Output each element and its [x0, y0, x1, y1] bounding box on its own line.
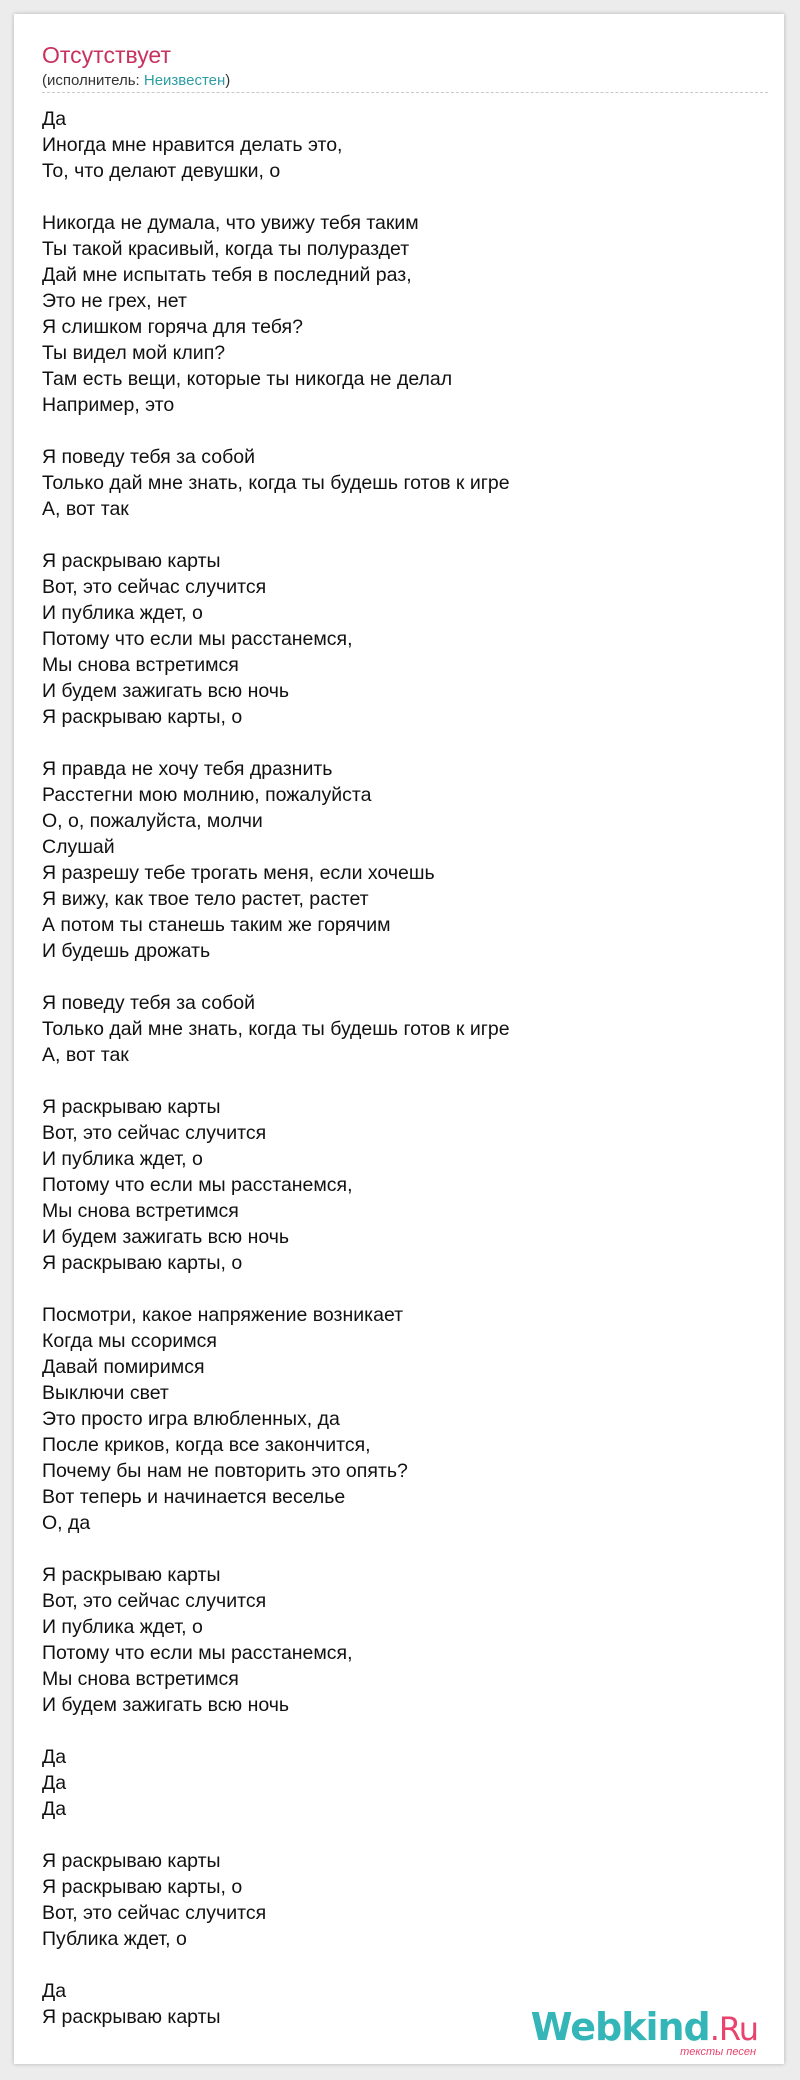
lyric-line: [42, 1822, 510, 1848]
lyric-line: Никогда не думала, что увижу тебя таким: [42, 212, 419, 234]
lyric-line: И публика ждет, о: [42, 602, 203, 624]
lyric-line: А потом ты станешь таким же горячим: [42, 914, 391, 936]
lyric-line: [42, 964, 510, 990]
lyric-line: И публика ждет, о: [42, 1616, 203, 1638]
lyric-line: Да: [42, 1772, 67, 1794]
lyric-line: И публика ждет, о: [42, 1148, 203, 1170]
lyric-line: Вот, это сейчас случится: [42, 1590, 267, 1612]
lyric-line: И будем зажигать всю ночь: [42, 680, 290, 702]
lyric-line: Слушай: [42, 836, 115, 858]
lyric-line: [42, 522, 510, 548]
lyric-line: Например, это: [42, 394, 175, 416]
logo-tagline: тексты песен: [680, 2046, 756, 2058]
lyric-line: Я раскрываю карты: [42, 2006, 221, 2028]
lyric-line: [42, 1952, 510, 1978]
artist-link[interactable]: Неизвестен: [143, 72, 226, 89]
lyric-line: Я правда не хочу тебя дразнить: [42, 758, 333, 780]
lyric-line: Посмотри, какое напряжение возникает: [42, 1304, 404, 1326]
lyric-line: Да: [42, 108, 67, 130]
lyric-line: Я раскрываю карты: [42, 1096, 221, 1118]
lyric-line: После криков, когда все закончится,: [42, 1434, 371, 1456]
lyric-line: И будем зажигать всю ночь: [42, 1226, 290, 1248]
lyric-line: Я поведу тебя за собой: [42, 446, 255, 468]
lyric-line: Потому что если мы расстанемся,: [42, 1642, 353, 1664]
logo-main-text: Webkind: [530, 2005, 710, 2049]
lyric-line: Выключи свет: [42, 1382, 169, 1404]
artist-suffix: ): [225, 72, 231, 89]
lyric-line: А, вот так: [42, 498, 129, 520]
lyrics-text: [42, 106, 510, 2030]
lyric-line: [42, 1276, 510, 1302]
lyric-line: Вот, это сейчас случится: [42, 576, 267, 598]
lyric-line: Это просто игра влюбленных, да: [42, 1408, 340, 1430]
lyric-line: Расстегни мою молнию, пожалуйста: [42, 784, 372, 806]
lyric-line: Публика ждет, о: [42, 1928, 187, 1950]
lyric-line: Только дай мне знать, когда ты будешь готов к игре: [42, 472, 510, 494]
lyric-line: Да: [42, 1798, 67, 1820]
lyric-line: [42, 1718, 510, 1744]
lyric-line: [42, 418, 510, 444]
lyric-line: [42, 1068, 510, 1094]
lyric-line: Мы снова встретимся: [42, 654, 239, 676]
lyric-line: О, о, пожалуйста, молчи: [42, 810, 263, 832]
lyric-line: И будем зажигать всю ночь: [42, 1694, 290, 1716]
title-divider: [42, 92, 768, 93]
lyric-line: Я поведу тебя за собой: [42, 992, 255, 1014]
lyric-line: Я раскрываю карты, о: [42, 706, 243, 728]
lyric-line: Вот теперь и начинается веселье: [42, 1486, 346, 1508]
artist-prefix: (исполнитель:: [42, 72, 144, 89]
lyric-line: Ты видел мой клип?: [42, 342, 226, 364]
lyric-line: Мы снова встретимся: [42, 1668, 239, 1690]
lyric-line: Я раскрываю карты: [42, 1850, 221, 1872]
lyric-line: Иногда мне нравится делать это,: [42, 134, 343, 156]
lyric-line: Я слишком горяча для тебя?: [42, 316, 303, 338]
lyric-line: Потому что если мы расстанемся,: [42, 628, 353, 650]
lyric-line: Мы снова встретимся: [42, 1200, 239, 1222]
lyric-line: Почему бы нам не повторить это опять?: [42, 1460, 408, 1482]
artist-line: [42, 72, 230, 89]
lyric-line: Да: [42, 1746, 67, 1768]
lyric-line: Потому что если мы расстанемся,: [42, 1174, 353, 1196]
lyric-line: Я раскрываю карты: [42, 550, 221, 572]
lyric-line: Вот, это сейчас случится: [42, 1902, 267, 1924]
lyric-line: Я раскрываю карты, о: [42, 1252, 243, 1274]
lyric-line: О, да: [42, 1512, 91, 1534]
lyric-line: Да: [42, 1980, 67, 2002]
lyric-line: Вот, это сейчас случится: [42, 1122, 267, 1144]
song-title: Отсутствует: [42, 42, 171, 68]
lyric-line: Я разрешу тебе трогать меня, если хочешь: [42, 862, 435, 884]
site-logo[interactable]: [530, 2005, 758, 2058]
lyric-line: То, что делают девушки, о: [42, 160, 281, 182]
lyric-line: Там есть вещи, которые ты никогда не делал: [42, 368, 453, 390]
lyric-line: [42, 730, 510, 756]
lyric-line: Давай помиримся: [42, 1356, 205, 1378]
lyric-line: А, вот так: [42, 1044, 129, 1066]
lyric-line: Только дай мне знать, когда ты будешь готов к игре: [42, 1018, 510, 1040]
logo-wordmark: [530, 2005, 758, 2049]
lyric-line: И будешь дрожать: [42, 940, 211, 962]
lyric-line: Дай мне испытать тебя в последний раз,: [42, 264, 412, 286]
lyric-line: Я раскрываю карты: [42, 1564, 221, 1586]
lyric-line: [42, 1536, 510, 1562]
lyrics-page: [14, 14, 784, 2064]
logo-suffix-text: .Ru: [709, 2010, 758, 2048]
lyric-line: Я вижу, как твое тело растет, растет: [42, 888, 369, 910]
lyric-line: Я раскрываю карты, о: [42, 1876, 243, 1898]
lyric-line: [42, 184, 510, 210]
lyric-line: Ты такой красивый, когда ты полураздет: [42, 238, 410, 260]
lyric-line: Когда мы ссоримся: [42, 1330, 217, 1352]
lyric-line: Это не грех, нет: [42, 290, 187, 312]
